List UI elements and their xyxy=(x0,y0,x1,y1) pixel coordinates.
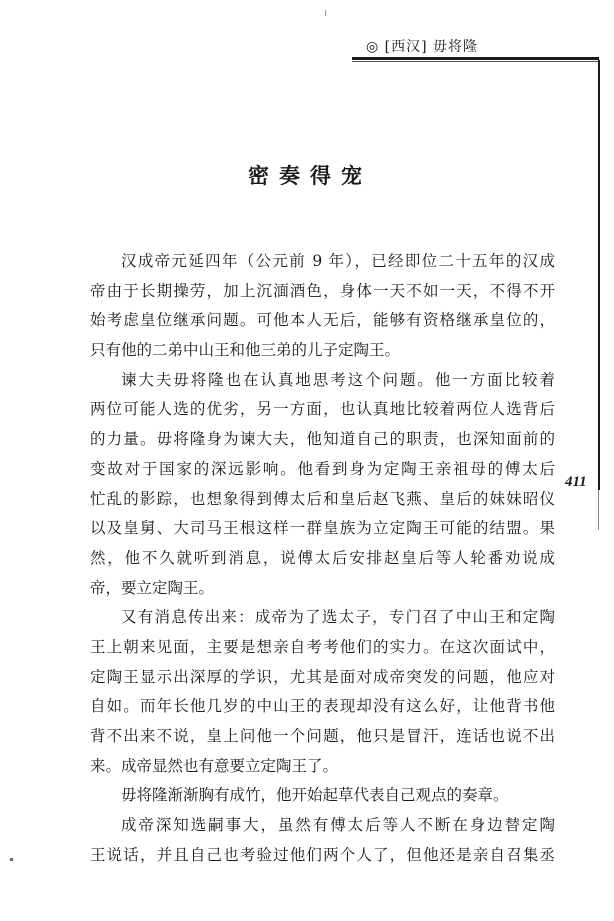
scan-speck xyxy=(10,858,13,861)
body-text xyxy=(90,247,555,870)
text-line: 忙乱的影踪，也想象得到傅太后和皇后赵飞燕、皇后的妹妹昭仪 xyxy=(90,489,555,508)
text-line: 谏大夫毋将隆也在认真地思考这个问题。他一方面比较着 xyxy=(121,370,555,389)
page-number: 411 xyxy=(565,474,587,490)
text-line: 汉成帝元延四年（公元前 9 年），已经即位二十五年的汉成 xyxy=(121,252,555,270)
text-line: 又有消息传出来：成帝为了选太子，专门召了中山王和定陶 xyxy=(121,608,555,627)
text-line: 背不出来不说，皇上问他一个问题，他只是冒汗，连话也说不出 xyxy=(90,727,555,745)
text-line: 变故对于国家的深远影响。他看到身为定陶王亲祖母的傅太后 xyxy=(90,459,555,478)
side-rule-thin xyxy=(598,490,599,530)
header-rule-thin xyxy=(352,61,599,62)
text-line: 然，他不久就听到消息，说傅太后安排赵皇后等人轮番劝说成 xyxy=(90,548,555,567)
text-line: 成帝深知选嗣事大，虽然有傅太后等人不断在身边替定陶 xyxy=(121,816,555,835)
paragraph xyxy=(90,781,555,811)
paragraph xyxy=(90,366,555,604)
scan-mark xyxy=(325,10,326,16)
chapter-title: 密奏得宠 xyxy=(248,163,372,188)
text-line: 帝，要立定陶王。 xyxy=(90,578,215,597)
text-line: 定陶王显示出深厚的学识，尤其是面对成帝突发的问题，他应对 xyxy=(90,667,555,686)
text-line: 毋将隆渐渐胸有成竹，他开始起草代表自己观点的奏章。 xyxy=(121,786,509,805)
side-rule xyxy=(598,60,600,490)
text-line: 王上朝来见面，主要是想亲自考考他们的实力。在这次面试中， xyxy=(90,637,555,656)
running-header: ◎ [西汉] 毋将隆 xyxy=(366,39,479,55)
paragraph xyxy=(90,811,555,870)
paragraph xyxy=(90,247,555,366)
text-line: 自如。而年长他几岁的中山王的表现却没有这么好，让他背书他 xyxy=(90,697,555,716)
text-line: 两位可能人选的优劣，另一方面，也认真地比较着两位人选背后 xyxy=(90,400,555,419)
paragraph xyxy=(90,603,555,781)
text-line: 的力量。毋将隆身为谏大夫，他知道自己的职责，也深知面前的 xyxy=(90,430,555,449)
text-line: 帝由于长期操劳，加上沉湎酒色，身体一天不如一天，不得不开 xyxy=(90,281,555,300)
header-rule xyxy=(352,57,599,60)
text-line: 以及皇舅、大司马王根这样一群皇族为立定陶王可能的结盟。果 xyxy=(90,519,555,538)
text-line: 来。成帝显然也有意要立定陶王了。 xyxy=(90,756,339,775)
text-line: 只有他的二弟中山王和他三弟的儿子定陶王。 xyxy=(90,341,401,360)
text-line: 王说话，并且自己也考验过他们两个人了，但他还是亲自召集丞 xyxy=(90,845,555,864)
text-line: 始考虑皇位继承问题。可他本人无后，能够有资格继承皇位的， xyxy=(90,311,555,330)
